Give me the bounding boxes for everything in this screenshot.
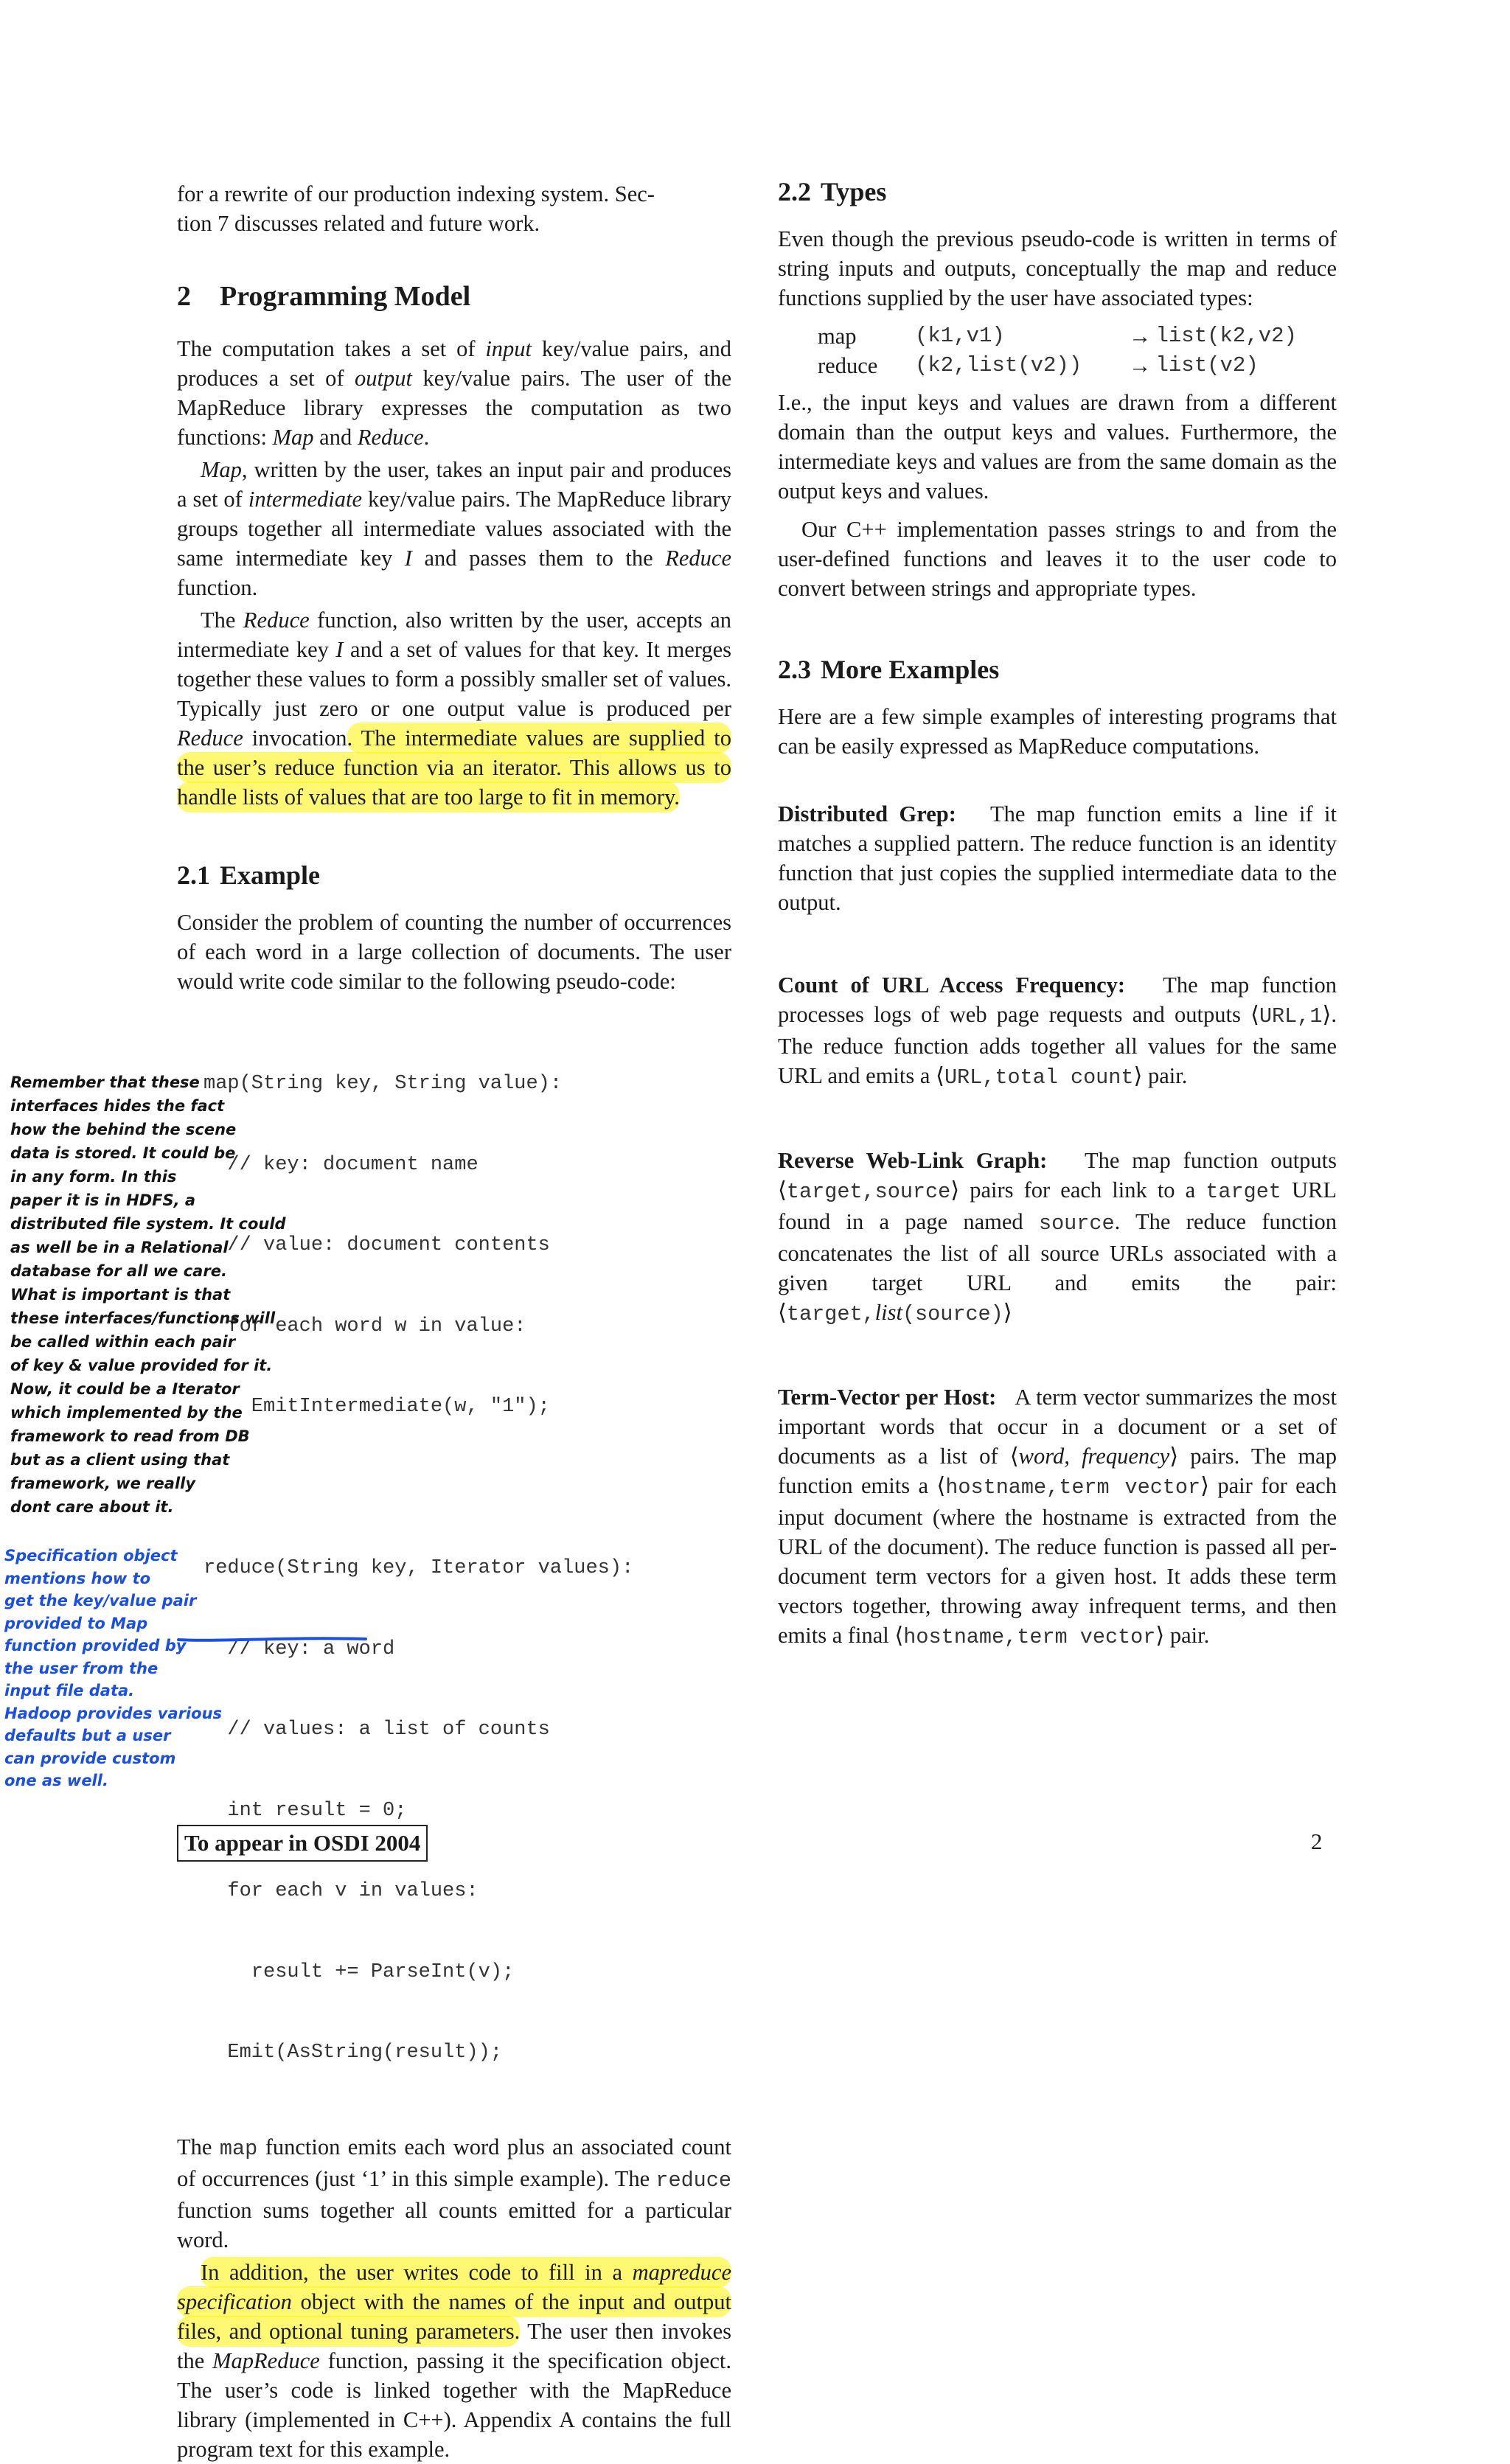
- code-line: // key: document name: [203, 1153, 479, 1176]
- reverse-web-link-paragraph: [778, 1146, 1337, 1329]
- emph-reduce: Reduce: [243, 608, 310, 633]
- angle-bracket: ⟨: [778, 1177, 787, 1203]
- section-number: 2.1: [177, 860, 210, 890]
- emph-input: input: [485, 336, 532, 361]
- pseudo-code-block: [203, 1017, 731, 2120]
- emph-map: Map: [272, 425, 314, 450]
- type-input: (k2,list(v2)): [915, 353, 1082, 377]
- text-run: function emits each word plus an associated count of occurrences (just ‘1’ in this simple example). The: [177, 2134, 732, 2191]
- arrow-icon: →: [1129, 353, 1152, 378]
- distributed-grep-paragraph: [778, 799, 1337, 917]
- text-run: key/value pairs. The MapReduce library groups together all intermediate values associated with the same intermediate key: [177, 487, 732, 571]
- code-line: Emit(AsString(result));: [203, 2042, 503, 2064]
- code-map: map: [219, 2136, 258, 2161]
- text-run: The map function outputs: [1084, 1148, 1337, 1173]
- text-run: and passes them to the: [411, 546, 666, 571]
- angle-bracket: ⟨: [1250, 1002, 1259, 1027]
- more-examples-paragraph: Here are a few simple examples of interesting programs that can be easily expressed as MapReduce computations.: [778, 704, 1337, 759]
- types-table: [818, 321, 1337, 380]
- types-row-map: [818, 321, 1337, 351]
- page-number: 2: [1311, 1828, 1323, 1854]
- text-run: invocation: [243, 725, 347, 751]
- text-run: pairs. The map function emits a: [778, 1444, 1337, 1498]
- code-source-suffix: (source): [902, 1302, 1003, 1326]
- section-2-1-heading: [177, 859, 731, 891]
- emph-key-i: I: [335, 637, 344, 662]
- highlighted-iterator-sentence: . The intermediate values are supplied to the user’s reduce function via an iterator. This allows us to handle lists of values that are too large to fit in memory.: [177, 723, 731, 812]
- section-title: More Examples: [821, 655, 1000, 684]
- angle-bracket: ⟩: [1322, 1002, 1332, 1027]
- code-target: target: [1205, 1180, 1281, 1204]
- code-line: int result = 0;: [203, 1799, 407, 1822]
- section-2-3-heading: [778, 653, 1337, 686]
- types-domain-paragraph: I.e., the input keys and values are drawn from a different domain than the output keys and values. Furthermore, the intermediate keys and values are from the same domain as the output keys and values.: [778, 390, 1337, 504]
- code-line: result += ParseInt(v);: [203, 1960, 515, 1983]
- text-run: and a set of values for that key. It merges together these values to form a possibly smaller set of values. Typically just zero or one output value is produced per: [177, 637, 731, 721]
- intro-line-1: for a rewrite of our production indexing system. Sec-: [177, 181, 655, 206]
- text-run: pair.: [1142, 1063, 1188, 1088]
- emph-map: Map: [201, 457, 242, 482]
- code-url-1: URL,1: [1259, 1004, 1323, 1029]
- underline-stroke: [178, 1638, 366, 1640]
- angle-bracket: ⟨: [936, 1473, 946, 1498]
- text-run: key/value pairs, and produces a set of: [177, 336, 731, 391]
- programming-model-p1: [177, 334, 731, 452]
- text-run: .: [423, 425, 430, 450]
- angle-bracket: ⟨: [894, 1623, 904, 1648]
- text-run: pair for each input document (where the hostname is extracted from the URL of the document). The reduce function is passed all per-document term vectors for a given host. It adds these term vectors together, throwing away infrequent terms, and then emits a final: [778, 1473, 1337, 1648]
- arrow-icon: →: [1129, 324, 1152, 349]
- angle-bracket: ⟩: [1133, 1063, 1143, 1088]
- type-output: list(k2,v2): [1155, 324, 1297, 348]
- emph-reduce: Reduce: [665, 546, 731, 571]
- text-run: . The reduce function concatenates the list of all source URLs associated with a given target URL and emits the pair:: [778, 1209, 1337, 1295]
- cpp-implementation-paragraph: Our C++ implementation passes strings to and from the user-defined functions and leaves it to the user code to convert between strings and appropriate types.: [778, 517, 1337, 601]
- section-title: Example: [220, 860, 321, 890]
- emph-key-i: I: [404, 546, 412, 571]
- term-vector-paragraph: [778, 1382, 1337, 1652]
- code-line: // values: a list of counts: [203, 1719, 550, 1741]
- emph-mapreduce: MapReduce: [212, 2348, 320, 2373]
- text-run: The: [201, 608, 243, 633]
- code-target-prefix: target,: [786, 1302, 875, 1326]
- run-in-heading: Term-Vector per Host:: [778, 1385, 997, 1410]
- text-run: , written by the user, takes an input pair and produces a set of: [177, 457, 731, 512]
- code-line: reduce(String key, Iterator values):: [203, 1557, 634, 1579]
- text-run: URL found in a page named: [778, 1177, 1337, 1234]
- section-number: 2.2: [778, 177, 811, 206]
- blue-underline-mark: [177, 1635, 367, 1643]
- text-run: . The reduce function adds together all values for the same URL and emits a: [778, 1002, 1337, 1088]
- text-run: function, also written by the user, accepts an intermediate key: [177, 608, 731, 662]
- programming-model-p2: [177, 455, 731, 602]
- code-line: for each word w in value:: [203, 1315, 526, 1337]
- run-in-heading: Count of URL Access Frequency:: [778, 972, 1126, 998]
- code-line: EmitIntermediate(w, "1");: [203, 1396, 550, 1418]
- code-line: [203, 1475, 731, 1502]
- section-title: Programming Model: [220, 281, 471, 312]
- types-row-reduce: [818, 351, 1337, 380]
- code-hostname-term-vector: hostname,term vector: [903, 1625, 1156, 1649]
- emph-mapreduce-specification: mapreduce specification: [177, 2259, 731, 2314]
- code-reduce: reduce: [655, 2168, 731, 2193]
- code-line: for each v in values:: [203, 1880, 479, 1902]
- angle-bracket: ⟩: [1155, 1623, 1165, 1648]
- type-function-name: reduce: [818, 353, 878, 378]
- angle-bracket: ⟩: [1003, 1300, 1012, 1325]
- programming-model-p3: [177, 605, 731, 812]
- url-frequency-paragraph: [778, 970, 1337, 1093]
- type-input: (k1,v1): [915, 324, 1005, 348]
- angle-bracket: ⟨: [778, 1300, 787, 1325]
- text-run: and: [313, 425, 358, 450]
- code-line: // key: a word: [203, 1638, 395, 1660]
- emph-output: output: [355, 366, 412, 391]
- text-run: A term vector summarizes the most important words that occur in a document or a set of documents as a list of: [778, 1385, 1337, 1469]
- handwritten-note-blue: Specification object mentions how to get the key/value pair provided to Map function provided by the user from the input file data. Hadoop provides various defaults but a user can provide custom one as well.: [4, 1547, 223, 1789]
- angle-bracket: ⟨: [936, 1063, 944, 1088]
- angle-bracket: ⟨: [1009, 1444, 1019, 1469]
- code-hostname-term-vector: hostname,term vector: [945, 1475, 1201, 1500]
- angle-bracket: ⟩: [1169, 1444, 1179, 1469]
- emph-intermediate: intermediate: [248, 487, 362, 512]
- text-run: The map function emits a line if it matches a supplied pattern. The reduce function is an identity function that just copies the supplied intermediate data to the output.: [778, 801, 1337, 915]
- intro-line-2: tion 7 discusses related and future work.: [177, 211, 540, 236]
- handwritten-note-black: Remember that these interfaces hides the fact how the behind the scene data is stored. It could be in any form. In this paper it is in HDFS, a distributed file system. It could as well be in a Relational database for all we care. What is important is that these interfaces/functions will be called within each pair of key & value provided for it. Now, it could be a Iterator which implemented by the framework to read from DB but as a client using that framework, we really dont care about it.: [10, 1073, 286, 1516]
- map-reduce-explanation: [177, 2132, 731, 2255]
- text-run: object with the names of the input and output files, and optional tuning parameters.: [177, 2289, 731, 2344]
- text-run: In addition, the user writes code to fill in a: [201, 2259, 633, 2285]
- angle-bracket: ⟩: [950, 1177, 960, 1203]
- text-run: function, passing it the specification object. The user’s code is linked together with the MapReduce library (implemented in C++). Appendix A contains the full program text for this example.: [177, 2348, 731, 2462]
- run-in-heading: Distributed Grep:: [778, 801, 956, 826]
- angle-bracket: ⟩: [1200, 1473, 1210, 1498]
- example-paragraph: Consider the problem of counting the number of occurrences of each word in a large collection of documents. The user would write code similar to the following pseudo-code:: [177, 910, 731, 994]
- text-run: The map function processes logs of web page requests and outputs: [778, 972, 1337, 1027]
- emph-list: list: [874, 1300, 902, 1325]
- code-url-total-count: URL,total count: [944, 1065, 1134, 1090]
- intro-paragraph: [177, 179, 731, 238]
- text-run: The: [177, 2134, 220, 2160]
- code-source: source: [1038, 1211, 1115, 1236]
- emph-word-frequency: word, frequency: [1018, 1444, 1170, 1469]
- section-2-2-heading: [778, 175, 1337, 208]
- text-run: function.: [177, 575, 258, 600]
- section-number: 2.3: [778, 655, 811, 684]
- section-2-heading: [177, 279, 731, 313]
- venue-box: To appear in OSDI 2004: [177, 1825, 428, 1862]
- types-paragraph: Even though the previous pseudo-code is written in terms of string inputs and outputs, conceptually the map and reduce functions supplied by the user have associated types:: [778, 226, 1337, 310]
- section-number: 2: [177, 281, 191, 312]
- right-column: [778, 175, 1337, 1652]
- text-run: pair.: [1164, 1623, 1210, 1648]
- text-run: pairs for each link to a: [959, 1177, 1206, 1203]
- emph-reduce: Reduce: [357, 425, 424, 450]
- type-output: list(v2): [1155, 353, 1259, 377]
- section-title: Types: [821, 177, 887, 206]
- text-run: The user then invokes the: [177, 2318, 731, 2373]
- text-run: key/value pairs. The user of the MapReduce library expresses the computation as two functions:: [177, 366, 731, 450]
- emph-reduce: Reduce: [177, 725, 243, 751]
- code-target-source: target,source: [786, 1180, 951, 1204]
- code-line: // value: document contents: [203, 1234, 550, 1256]
- run-in-heading: Reverse Web-Link Graph:: [778, 1148, 1048, 1173]
- type-function-name: map: [818, 324, 857, 349]
- text-run: function sums together all counts emitted for a particular word.: [177, 2197, 731, 2252]
- text-run: The computation takes a set of: [177, 336, 486, 361]
- specification-paragraph: [177, 2258, 731, 2464]
- code-line: map(String key, String value):: [203, 1073, 563, 1095]
